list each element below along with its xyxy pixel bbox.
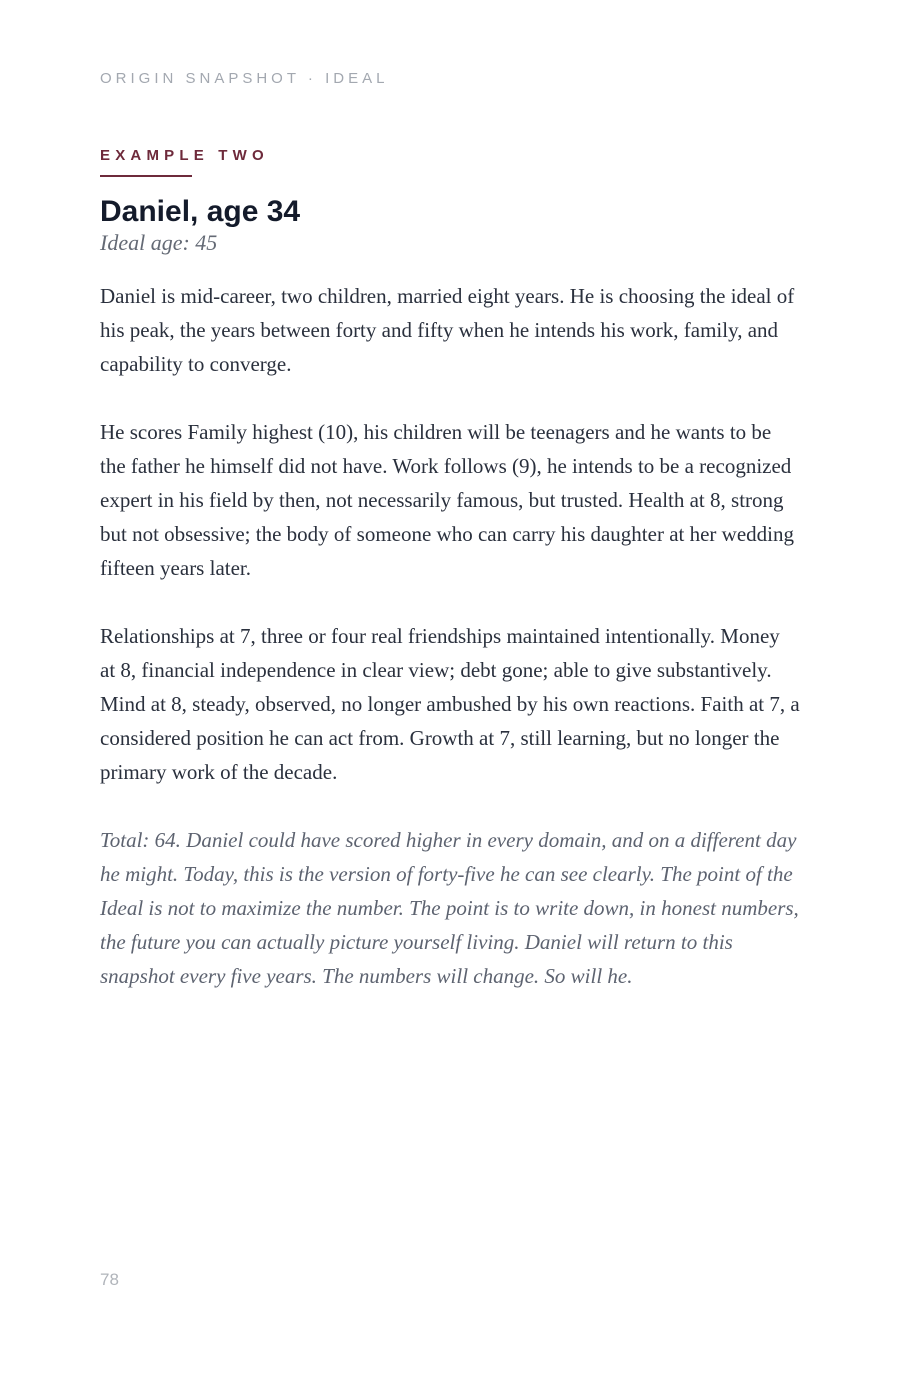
section-title: Daniel, age 34: [100, 195, 301, 228]
paragraph-intro: Daniel is mid-career, two children, married eight years. He is choosing the ideal of his peak, the years between forty and fifty when he intends his work, family, and capability to converge.: [100, 284, 795, 376]
eyebrow-underline: [100, 175, 192, 177]
section-eyebrow: EXAMPLE TWO: [100, 147, 269, 164]
running-header: ORIGIN SNAPSHOT · IDEAL: [100, 70, 389, 87]
paragraph-scores-other-domains: Relationships at 7, three or four real friendships maintained intentionally. Money at 8, financial independence in clear view; debt gone; able to give substantively. Mind at 8, steady, observed, no longer ambushed by his own reactions. Faith at 7, a considered position he can act from. Growth at 7, still learning, but no longer the primary work of the decade.: [100, 624, 800, 784]
page-number: 78: [100, 1270, 119, 1289]
body-text: [100, 279, 800, 1027]
closing-note: Total: 64. Daniel could have scored higher in every domain, and on a different day he might. Today, this is the version of forty-five he can see clearly. The point of the Ideal is not to maximize the number. The point is to write down, in honest numbers, the future you can actually picture yourself living. Daniel will return to this snapshot every five years. The numbers will change. So will he.: [100, 828, 799, 988]
paragraph-scores-family-work-health: He scores Family highest (10), his children will be teenagers and he wants to be the father he himself did not have. Work follows (9), he intends to be a recognized expert in his field by then, not necessarily famous, but trusted. Health at 8, strong but not obsessive; the body of someone who can carry his daughter at her wedding fifteen years later.: [100, 420, 794, 580]
section-subtitle: Ideal age: 45: [100, 230, 218, 255]
